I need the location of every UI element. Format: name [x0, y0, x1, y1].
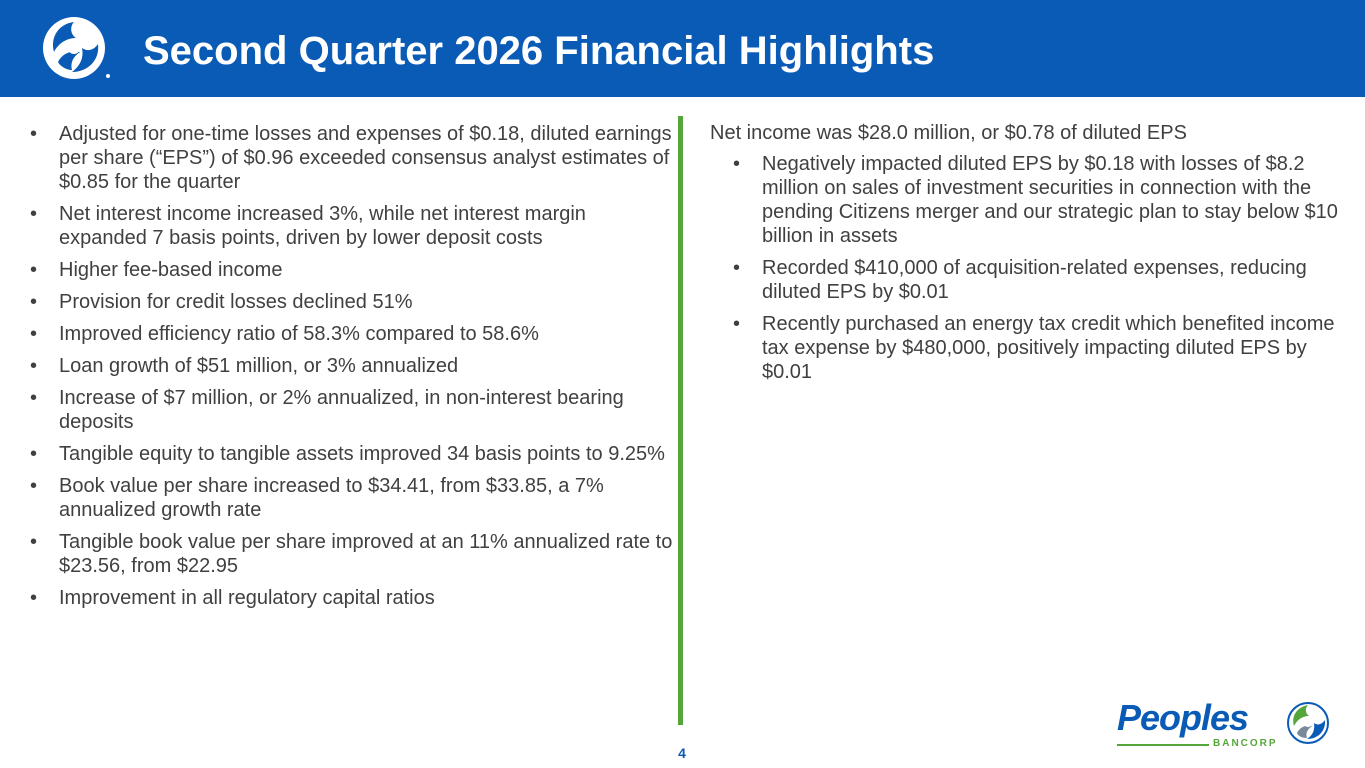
list-item-text: Book value per share increased to $34.41, from $33.85, a 7% annualized growth rate	[59, 475, 604, 521]
slide-title: Second Quarter 2026 Financial Highlights	[143, 29, 935, 73]
bullet-icon: •	[733, 153, 741, 175]
list-item	[30, 386, 675, 434]
list-item-text: Recently purchased an energy tax credit which benefited income tax expense by $480,000, positively impacting diluted EPS by $0.01	[762, 313, 1335, 383]
bullet-icon: •	[30, 291, 38, 313]
list-item	[30, 586, 675, 610]
header-bar	[0, 0, 1365, 97]
bullet-icon: •	[30, 475, 38, 497]
list-item-text: Improved efficiency ratio of 58.3% compared to 58.6%	[59, 323, 539, 345]
list-item	[30, 474, 675, 522]
bullet-icon: •	[30, 387, 38, 409]
bullet-icon: •	[30, 587, 38, 609]
brand-subtitle: BANCORP	[1213, 738, 1278, 749]
bullet-icon: •	[30, 355, 38, 377]
bullet-icon: •	[733, 257, 741, 279]
brand-logo	[1115, 698, 1340, 753]
list-item-text: Provision for credit losses declined 51%	[59, 291, 413, 313]
right-net-income-column	[710, 121, 1360, 392]
list-item	[30, 202, 675, 250]
peoples-swirl-logo-icon	[40, 14, 112, 82]
list-item-text: Higher fee-based income	[59, 259, 283, 281]
column-divider	[678, 116, 683, 725]
list-item-text: Tangible equity to tangible assets improved 34 basis points to 9.25%	[59, 443, 665, 465]
list-item	[30, 258, 675, 282]
list-item-text: Improvement in all regulatory capital ratios	[59, 587, 435, 609]
list-item	[30, 354, 675, 378]
page-number: 4	[678, 745, 686, 761]
left-highlights-column	[30, 122, 675, 618]
list-item-text: Negatively impacted diluted EPS by $0.18 with losses of $8.2 million on sales of investment securities in connection with the pending Citizens merger and our strategic plan to stay below $10 billion in assets	[762, 153, 1338, 247]
list-item	[733, 312, 1360, 384]
right-bullet-list	[733, 152, 1360, 384]
bullet-icon: •	[30, 203, 38, 225]
list-item-text: Recorded $410,000 of acquisition-related expenses, reducing diluted EPS by $0.01	[762, 257, 1307, 303]
bullet-icon: •	[30, 443, 38, 465]
list-item	[30, 322, 675, 346]
net-income-lead: Net income was $28.0 million, or $0.78 of diluted EPS	[710, 122, 1187, 144]
list-item	[30, 122, 675, 194]
list-item	[733, 256, 1360, 304]
peoples-swirl-mark-icon	[1285, 700, 1331, 746]
list-item-text: Loan growth of $51 million, or 3% annualized	[59, 355, 459, 377]
list-item-text: Increase of $7 million, or 2% annualized, in non-interest bearing deposits	[59, 387, 624, 433]
list-item	[30, 442, 675, 466]
bullet-icon: •	[30, 323, 38, 345]
left-bullet-list	[30, 122, 675, 610]
list-item	[30, 290, 675, 314]
bullet-icon: •	[733, 313, 741, 335]
list-item-text: Net interest income increased 3%, while net interest margin expanded 7 basis points, driven by lower deposit costs	[59, 203, 586, 249]
bullet-icon: •	[30, 259, 38, 281]
list-item-text: Adjusted for one-time losses and expenses of $0.18, diluted earnings per share (“EPS”) of $0.96 exceeded consensus analyst estimates of $0.85 for the quarter	[59, 123, 672, 193]
list-item	[733, 152, 1360, 248]
brand-name: Peoples	[1117, 697, 1249, 738]
bullet-icon: •	[30, 531, 38, 553]
bullet-icon: •	[30, 123, 38, 145]
list-item	[30, 530, 675, 578]
list-item-text: Tangible book value per share improved at an 11% annualized rate to $23.56, from $22.95	[59, 531, 673, 577]
brand-underline	[1117, 744, 1209, 746]
